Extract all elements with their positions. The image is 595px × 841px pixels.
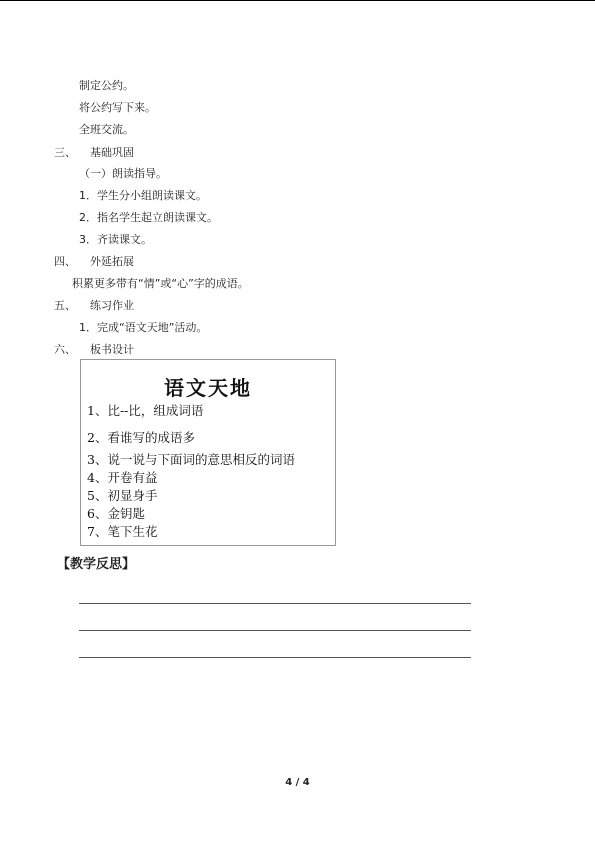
section-4-text: 积累更多带有“情”或“心”字的成语。 [72, 277, 249, 290]
writing-line-3 [79, 657, 471, 658]
section-4-title: 外延拓展 [90, 255, 134, 268]
section-3-item-3: 3．齐读课文。 [79, 233, 152, 246]
section-5-title: 练习作业 [90, 299, 134, 312]
section-3-item-1: 1．学生分小组朗读课文。 [79, 189, 207, 202]
section-4-number: 四、 [54, 255, 76, 268]
intro-line-1: 制定公约。 [79, 79, 134, 92]
intro-line-2: 将公约写下来。 [79, 101, 156, 114]
section-6-number: 六、 [54, 343, 76, 356]
section-6-title: 板书设计 [90, 343, 134, 356]
board-item-2: 2、看谁写的成语多 [87, 430, 195, 445]
section-5-text: 1．完成“语文天地”活动。 [79, 321, 208, 334]
blackboard-design-box [80, 359, 336, 546]
section-3-number: 三、 [54, 146, 76, 159]
section-3-item-2: 2．指名学生起立朗读课文。 [79, 211, 218, 224]
intro-line-3: 全班交流。 [79, 123, 134, 136]
board-item-7: 7、笔下生花 [87, 524, 158, 539]
writing-line-2 [79, 630, 471, 631]
board-item-5: 5、初显身手 [87, 488, 158, 503]
writing-line-1 [79, 603, 471, 604]
reflection-heading: 【教学反思】 [57, 557, 136, 572]
section-5-number: 五、 [54, 299, 76, 312]
board-item-6: 6、金钥匙 [87, 506, 145, 521]
section-3-title: 基础巩固 [90, 146, 134, 159]
board-item-1: 1、比--比，组成词语 [87, 403, 204, 418]
top-rule [0, 0, 595, 1]
board-item-4: 4、开卷有益 [87, 470, 158, 485]
page-number: 4 / 4 [285, 777, 310, 788]
board-item-3: 3、说一说与下面词的意思相反的词语 [87, 452, 295, 467]
section-3-subheading: （一）朗读指导。 [79, 167, 167, 180]
board-title: 语文天地 [164, 376, 252, 400]
